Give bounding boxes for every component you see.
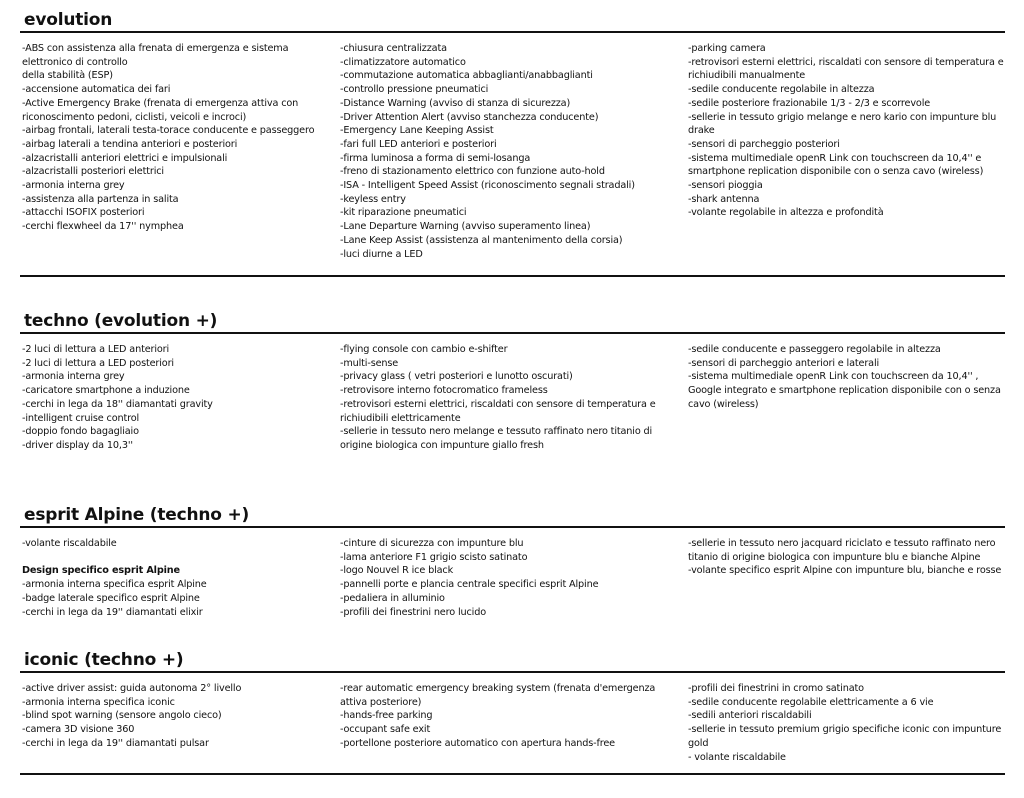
column-3: [688, 537, 1004, 578]
list-item: -cinture di sicurezza con impunture blu: [340, 538, 524, 549]
list-item: -armonia interna specifica iconic: [22, 696, 175, 708]
list-item: -retrovisori esterni elettrici, riscaldati con sensore di temperatura e richiudibili manualmente: [688, 56, 1004, 82]
section-esprit-alpine: [20, 505, 1005, 635]
list-item: -lama anteriore F1 grigio scisto satinato: [340, 551, 528, 563]
list-item: -attacchi ISOFIX posteriori: [22, 207, 145, 219]
list-item: -firma luminosa a forma di semi-losanga: [340, 152, 531, 164]
list-item: -sellerie in tessuto grigio melange e nero kario con impunture blu drake: [688, 111, 997, 137]
list-item: -Active Emergency Brake (frenata di emergenza attiva con riconoscimento pedoni, ciclisti, veicoli e incroci): [22, 97, 299, 123]
list-item: -sensori pioggia: [688, 180, 763, 192]
section-techno: [20, 311, 1005, 491]
column-3: [688, 343, 1004, 412]
list-item: -multi-sense: [340, 357, 399, 369]
column-2: [340, 537, 675, 619]
list-item: -airbag laterali a tendina anteriori e posteriori: [22, 138, 238, 150]
list-item: -armonia interna specifica esprit Alpine: [22, 579, 207, 591]
divider: [20, 773, 1005, 775]
list-item: -profili dei finestrini in cromo satinato: [688, 683, 864, 694]
column-1: [22, 537, 320, 619]
list-item: -airbag frontali, laterali testa-torace conducente e passeggero: [22, 125, 315, 137]
list-item: -volante specifico esprit Alpine con impunture blu, bianche e rosse: [688, 565, 1002, 577]
section-title: techno (evolution +): [24, 311, 218, 331]
list-item: -parking camera: [688, 43, 766, 54]
list-item: -sedile conducente e passeggero regolabile in altezza: [688, 344, 941, 355]
list-item: -intelligent cruise control: [22, 412, 140, 424]
list-item: -pedaliera in alluminio: [340, 592, 445, 604]
list-item: -kit riparazione pneumatici: [340, 207, 467, 219]
column-2: [340, 682, 675, 751]
list-item: -freno di stazionamento elettrico con funzione auto-hold: [340, 166, 605, 178]
list-item: -2 luci di lettura a LED anteriori: [22, 344, 170, 355]
list-item: -shark antenna: [688, 193, 760, 205]
list-item: -retrovisori esterni elettrici, riscaldati con sensore di temperatura e richiudibili elettricamente: [340, 398, 656, 424]
list-item: -keyless entry: [340, 193, 406, 205]
list-item: -sistema multimediale openR Link con touchscreen da 10,4'' e smartphone replication disponibile con o senza cavo (wireless): [688, 152, 984, 178]
column-1: [22, 343, 320, 453]
list-item: -sellerie in tessuto premium grigio specifiche iconic con impunture gold: [688, 724, 1002, 749]
column-2: [340, 343, 675, 453]
column-1: [22, 42, 320, 234]
section-evolution: [20, 10, 1005, 275]
list-item: -luci diurne a LED: [340, 248, 423, 260]
list-item: -chiusura centralizzata: [340, 43, 447, 54]
list-item: della stabilità (ESP): [22, 70, 113, 82]
list-item: -ISA - Intelligent Speed Assist (riconoscimento segnali stradali): [340, 180, 635, 192]
list-item: -sellerie in tessuto nero jacquard riciclato e tessuto raffinato nero titanio di origine biologica con impunture blu e bianche Alpine: [688, 538, 996, 563]
list-item: -logo Nouvel R ice black: [340, 565, 454, 577]
list-item: -camera 3D visione 360: [22, 724, 135, 736]
list-item: -Distance Warning (avviso di stanza di sicurezza): [340, 97, 571, 109]
list-item: -Lane Departure Warning (avviso superamento linea): [340, 221, 591, 233]
list-item: -sedile conducente regolabile elettricamente a 6 vie: [688, 696, 934, 708]
list-item: -sedile conducente regolabile in altezza: [688, 84, 875, 96]
list-item: -accensione automatica dei fari: [22, 84, 171, 96]
list-item: -cerchi in lega da 19'' diamantati elixir: [22, 606, 203, 618]
list-item: -fari full LED anteriori e posteriori: [340, 138, 497, 150]
list-item: -volante regolabile in altezza e profondità: [688, 207, 884, 219]
column-3: [688, 42, 1004, 220]
list-item: -retrovisore interno fotocromatico frameless: [340, 385, 548, 397]
column-2: [340, 42, 675, 261]
list-item: -sensori di parcheggio anteriori e laterali: [688, 357, 880, 369]
list-item: -commutazione automatica abbaglianti/anabbaglianti: [340, 70, 593, 82]
section-iconic: [20, 650, 1005, 775]
list-item: -cerchi in lega da 19'' diamantati pulsar: [22, 737, 209, 749]
list-item: -alzacristalli posteriori elettrici: [22, 166, 164, 178]
list-item: -volante riscaldabile: [22, 538, 117, 549]
list-item: -assistenza alla partenza in salita: [22, 193, 179, 205]
list-item: -driver display da 10,3'': [22, 439, 133, 451]
list-item: -sedile posteriore frazionabile 1/3 - 2/3 e scorrevole: [688, 97, 931, 109]
list-item: -armonia interna grey: [22, 180, 125, 192]
list-item: -sellerie in tessuto nero melange e tessuto raffinato nero titanio di origine biologica con impunture giallo fresh: [340, 426, 653, 451]
list-item: -doppio fondo bagagliaio: [22, 426, 139, 438]
list-item: -blind spot warning (sensore angolo cieco): [22, 710, 222, 722]
subsection-title: Design specifico esprit Alpine: [22, 565, 180, 577]
list-item: -pannelli porte e plancia centrale specifici esprit Alpine: [340, 579, 599, 591]
list-item: -Driver Attention Alert (avviso stanchezza conducente): [340, 111, 599, 123]
list-item: -active driver assist: guida autonoma 2° livello: [22, 683, 242, 694]
section-title: esprit Alpine (techno +): [24, 505, 250, 525]
list-item: -ABS con assistenza alla frenata di emergenza e sistema elettronico di controllo: [22, 43, 289, 68]
list-item: -caricatore smartphone a induzione: [22, 385, 190, 397]
list-item: -occupant safe exit: [340, 724, 431, 736]
list-item: -armonia interna grey: [22, 371, 125, 383]
list-item: -hands-free parking: [340, 710, 433, 722]
list-item: -alzacristalli anteriori elettrici e impulsionali: [22, 152, 228, 164]
list-item: -sedili anteriori riscaldabili: [688, 710, 812, 722]
list-item: -controllo pressione pneumatici: [340, 84, 489, 96]
list-item: -sensori di parcheggio posteriori: [688, 138, 840, 150]
list-item: -sistema multimediale openR Link con touchscreen da 10,4'' , Google integrato e smartphone replication disponibile con o senza cavo (wireless): [688, 371, 1001, 410]
list-item: -Emergency Lane Keeping Assist: [340, 125, 494, 137]
divider: [20, 275, 1005, 277]
list-item: -portellone posteriore automatico con apertura hands-free: [340, 737, 615, 749]
column-3: [688, 682, 1004, 764]
list-item: -flying console con cambio e-shifter: [340, 344, 508, 355]
list-item: -2 luci di lettura a LED posteriori: [22, 357, 174, 369]
list-item: -badge laterale specifico esprit Alpine: [22, 592, 200, 604]
list-item: -privacy glass ( vetri posteriori e lunotto oscurati): [340, 371, 573, 383]
list-item: -Lane Keep Assist (assistenza al mantenimento della corsia): [340, 234, 623, 246]
section-title: evolution: [24, 10, 113, 30]
list-item: -cerchi in lega da 18'' diamantati gravity: [22, 398, 213, 410]
list-item: -climatizzatore automatico: [340, 56, 466, 68]
list-item: -rear automatic emergency breaking system (frenata d'emergenza attiva posteriore): [340, 683, 656, 708]
list-item: -profili dei finestrini nero lucido: [340, 606, 486, 618]
list-item: - volante riscaldabile: [688, 751, 786, 763]
list-item: -cerchi flexwheel da 17'' nymphea: [22, 221, 184, 233]
column-1: [22, 682, 320, 751]
section-title: iconic (techno +): [24, 650, 184, 670]
